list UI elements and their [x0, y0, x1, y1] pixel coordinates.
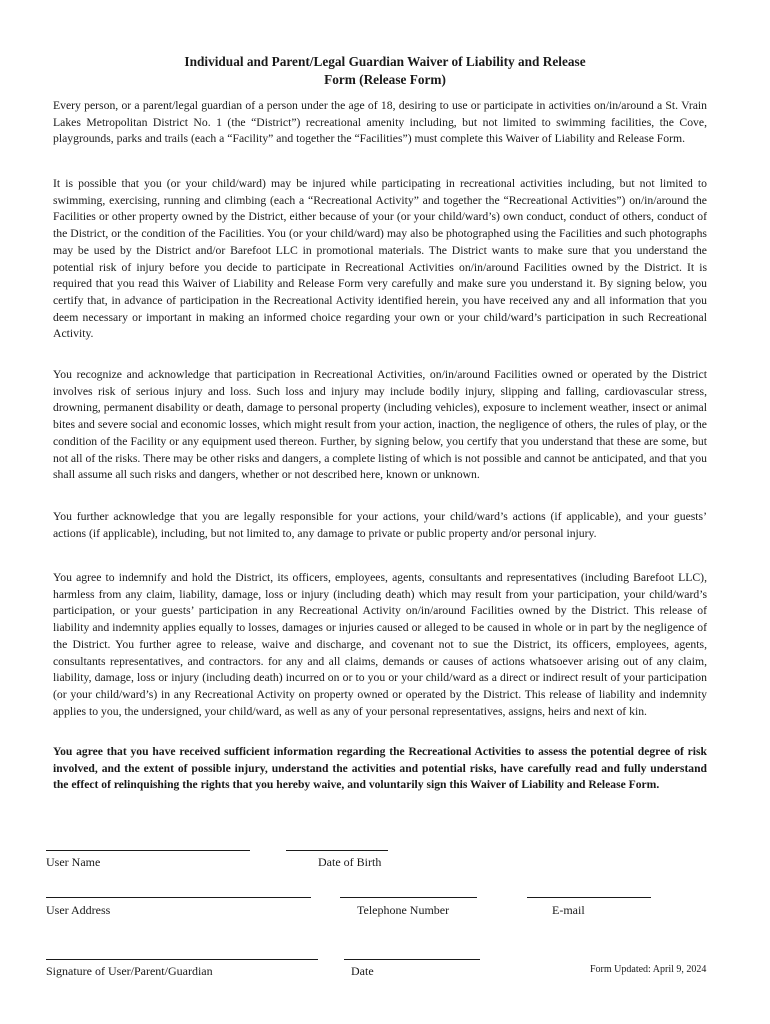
paragraph-indemnify: You agree to indemnify and hold the District, its officers, employees, agents, consultants and representatives (including Barefoot LLC), harmless from any claim, liability, damage, loss or injury (including death) which may result from your participation, your child/ward’s participation, or your guests’ participation in any Recreational Activity on/in/around Facilities owned by the District. This release of liability and indemnity applies equally to losses, damages or injuries caused or alleged to be caused in whole or in part by the negligence of the District. You further agree to release, waive and discharge, and covenant not to sue the District, its officers, employees, agents, consultants representatives, and contractors. for any and all claims, demands or causes of actions whatsoever arising out of any claim, liability, damage, loss or injury (including death) incurred on or to you or your child/ward as a direct or indirect result of your participation (or your child/ward’s) in any Recreational Activity on property owned or operated by the District. This release of liability and indemnity applies to you, the undersigned, your child/ward, as well as any of your personal representatives, assigns, heirs and next of kin. [53, 571, 707, 718]
signature-label: Signature of User/Parent/Guardian [46, 964, 213, 978]
telephone-number-label: Telephone Number [357, 903, 450, 917]
user-name-label: User Name [46, 855, 101, 869]
telephone-number-line[interactable] [340, 897, 477, 898]
email-line[interactable] [527, 897, 651, 898]
document-title [60, 53, 710, 89]
paragraph-agreement: You agree that you have received sufficient information regarding the Recreational Activities to assess the potential degree of risk involved, and the extent of possible injury, understand the activities and potential risks, have carefully read and fully understand the effect of relinquishing the rights that you hereby waive, and voluntarily sign this Waiver of Liability and Release Form. [53, 745, 707, 792]
form-updated-note: Form Updated: April 9, 2024 [590, 964, 707, 975]
user-address-label: User Address [46, 903, 111, 917]
date-line[interactable] [344, 959, 480, 960]
title-line-2: Form (Release Form) [324, 72, 446, 87]
paragraph-acknowledge-risks: You recognize and acknowledge that participation in Recreational Activities, on/in/around Facilities owned or operated by the District involves risk of serious injury and loss. Such loss and injury may include bodily injury, slipping and falling, cardiovascular stress, drowning, permanent disability or death, damage to personal property (including vehicles), exposure to inclement weather, insect or animal bites and severe social and economic losses, which might result from your action, inaction, the negligence of others, the rules of play, or the condition of the Facility or any equipment used thereon. Further, by signing below, you certify that you understand that these are some, but not all of the risks. There may be other risks and dangers, a complete listing of which is not possible and cannot be anticipated, and that you shall assume all such risks and dangers, whether or not described here, known or unknown. [53, 368, 707, 482]
paragraph-risk-of-injury: It is possible that you (or your child/ward) may be injured while participating in recreational activities including, but not limited to swimming, exercising, running and climbing (each a “Recreational Activity” and together the “Recreational Activities”) on/in/around the Facilities or other property owned by the District, either because of your (or your child/ward’s) own conduct, conduct of others, conduct of the District, or the condition of the Facilities. You (or your child/ward) may also be photographed using the Facilities and such photographs may be used by the District and/or Barefoot LLC in promotional materials. The District wants to make sure that you understand the potential risk of injury before you decide to participate in Recreational Activities on/in/around Facilities owned by the District. It is required that you read this Waiver of Liability and Release Form very carefully and make sure you understand it. By signing below, you certify that, in advance of participation in the Recreational Activity identified herein, you have received any and all information that you deem necessary or important in making an informed choice regarding your own or your child/ward’s participation in such Recreational Activity. [53, 177, 707, 341]
date-of-birth-line[interactable] [286, 850, 388, 851]
signature-line[interactable] [46, 959, 318, 960]
paragraph-legal-responsibility: You further acknowledge that you are legally responsible for your actions, your child/ward’s actions (if applicable), and your guests’ actions (if applicable), including, but not limited to, any damage to private or public property and/or personal injury. [53, 510, 707, 540]
date-of-birth-label: Date of Birth [318, 855, 382, 869]
user-address-line[interactable] [46, 897, 311, 898]
title-line-1: Individual and Parent/Legal Guardian Waiver of Liability and Release [184, 54, 586, 69]
date-label: Date [351, 964, 374, 978]
email-label: E-mail [552, 903, 585, 917]
paragraph-intro: Every person, or a parent/legal guardian of a person under the age of 18, desiring to use or participate in activities on/in/around a St. Vrain Lakes Metropolitan District No. 1 (the “District”) recreational amenity including, but not limited to swimming facilities, the Cove, playgrounds, parks and trails (each a “Facility” and together the “Facilities”) must complete this Waiver of Liability and Release Form. [53, 99, 707, 146]
user-name-line[interactable] [46, 850, 250, 851]
